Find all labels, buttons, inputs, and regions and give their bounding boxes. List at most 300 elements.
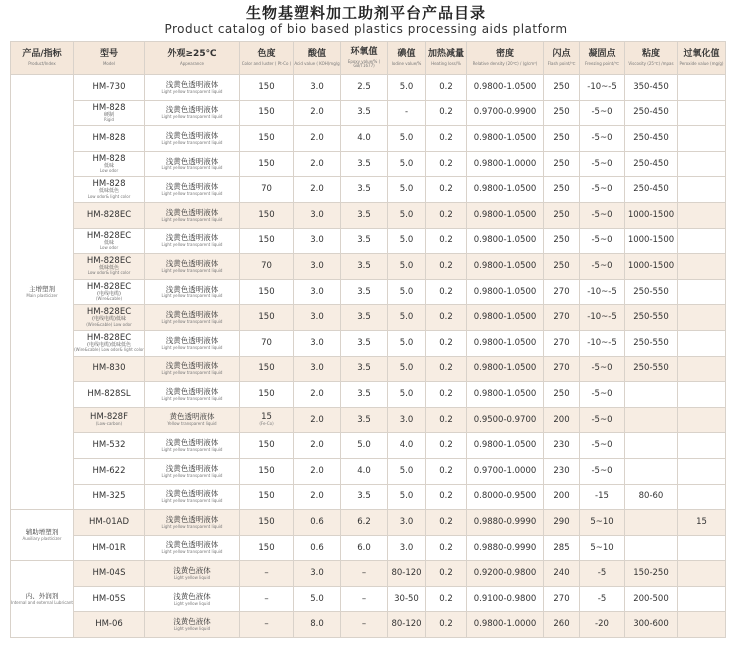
appearance-cn: 浅黄色透明液体: [165, 207, 219, 217]
model-cell: [74, 254, 145, 280]
iodine-value-cell: 80-120: [388, 561, 426, 587]
acid-value-cell: 2.0: [294, 407, 341, 433]
table-row: [11, 75, 726, 101]
appearance-cn: 浅黄色液体: [173, 566, 211, 576]
appearance-cn: 黄色透明液体: [169, 412, 215, 422]
viscosity-cell: 250-550: [625, 356, 678, 382]
heating-loss-cell: 0.2: [426, 100, 467, 126]
appearance-en: Light yellow transparent liquid: [161, 293, 223, 299]
table-row: [11, 202, 726, 228]
appearance-cell: [145, 535, 240, 561]
appearance-cn: 浅黄色透明液体: [165, 540, 219, 550]
model-cell: [74, 382, 145, 408]
freezing-point-cell: -5~0: [580, 151, 625, 177]
iodine-value-cell: 5.0: [388, 151, 426, 177]
color-cell: [240, 612, 294, 638]
table-row: [11, 484, 726, 510]
flash-point-cell: 230: [544, 433, 580, 459]
color-cell: [240, 330, 294, 356]
viscosity-cell: 150-250: [625, 561, 678, 587]
column-header-cn: 外观≥25℃: [167, 49, 217, 60]
appearance-cell: [145, 202, 240, 228]
viscosity-cell: 250-550: [625, 305, 678, 331]
table-row: [11, 561, 726, 587]
iodine-value-cell: 3.0: [388, 535, 426, 561]
category-cell: [11, 510, 74, 561]
appearance-cn: 浅黄色透明液体: [165, 105, 219, 115]
flash-point-cell: 270: [544, 305, 580, 331]
acid-value-cell: 3.0: [294, 75, 341, 101]
model-cell: [74, 612, 145, 638]
appearance-cell: [145, 382, 240, 408]
epoxy-value-cell: 6.0: [341, 535, 388, 561]
color-cell: [240, 279, 294, 305]
appearance-cell: [145, 407, 240, 433]
model-cell: [74, 202, 145, 228]
category-cn: 主增塑剂: [29, 285, 55, 294]
density-cell: 0.9700-0.9900: [467, 100, 544, 126]
column-header-en: Color and luster ( Pt-Co ): [241, 60, 292, 66]
table-row: [11, 433, 726, 459]
appearance-cell: [145, 305, 240, 331]
freezing-point-cell: -5~0: [580, 228, 625, 254]
category-en: Auxiliary plasticizer: [22, 536, 62, 541]
table-row: [11, 228, 726, 254]
appearance-en: Light yellow transparent liquid: [161, 549, 223, 555]
acid-value-cell: 2.0: [294, 458, 341, 484]
appearance-cell: [145, 151, 240, 177]
model-name: HM-828SL: [87, 388, 131, 399]
column-header-cn: 环氧值: [350, 47, 378, 58]
model-sub: 低味: [103, 162, 114, 169]
iodine-value-cell: 4.0: [388, 433, 426, 459]
appearance-cell: [145, 177, 240, 203]
epoxy-value-cell: 3.5: [341, 254, 388, 280]
freezing-point-cell: -5~0: [580, 254, 625, 280]
table-body: [11, 75, 726, 638]
column-header-en: Product/Index: [28, 60, 56, 66]
epoxy-value-cell: –: [341, 561, 388, 587]
iodine-value-cell: 5.0: [388, 484, 426, 510]
model-cell: [74, 279, 145, 305]
model-en: Low odor& light color: [87, 270, 131, 276]
flash-point-cell: 250: [544, 100, 580, 126]
page-title: 生物基塑料加工助剂平台产品目录: [245, 4, 486, 22]
category-cell: [11, 75, 74, 510]
appearance-cn: 浅黄色透明液体: [165, 386, 219, 396]
epoxy-value-cell: 3.5: [341, 228, 388, 254]
model-sub: (电线电缆)低味低色: [87, 341, 131, 348]
model-name: HM-828EC: [86, 281, 132, 292]
model-cell: [74, 458, 145, 484]
appearance-cell: [145, 228, 240, 254]
appearance-en: Light yellow transparent liquid: [161, 446, 223, 452]
flash-point-cell: 250: [544, 382, 580, 408]
acid-value-cell: 2.0: [294, 126, 341, 152]
viscosity-cell: 250-450: [625, 100, 678, 126]
flash-point-cell: 260: [544, 612, 580, 638]
heating-loss-cell: 0.2: [426, 254, 467, 280]
appearance-cell: [145, 586, 240, 612]
appearance-cell: [145, 433, 240, 459]
peroxide-value-cell: [678, 561, 726, 587]
acid-value-cell: 3.0: [294, 254, 341, 280]
heating-loss-cell: 0.2: [426, 535, 467, 561]
column-header: [678, 42, 726, 75]
freezing-point-cell: -10~-5: [580, 330, 625, 356]
table-row: [11, 279, 726, 305]
freezing-point-cell: -5~0: [580, 126, 625, 152]
peroxide-value-cell: [678, 305, 726, 331]
color-value: 150: [258, 542, 275, 553]
flash-point-cell: 250: [544, 228, 580, 254]
model-name: HM-828EC: [86, 230, 132, 241]
density-cell: 0.9800-1.0500: [467, 382, 544, 408]
color-value: 150: [258, 209, 275, 220]
iodine-value-cell: 30-50: [388, 586, 426, 612]
peroxide-value-cell: [678, 330, 726, 356]
column-header: [240, 42, 294, 75]
appearance-en: Yellow transparent liquid: [167, 421, 217, 427]
density-cell: 0.9800-1.0000: [467, 151, 544, 177]
peroxide-value-cell: [678, 151, 726, 177]
epoxy-value-cell: 2.5: [341, 75, 388, 101]
column-header-en: Appearance: [179, 60, 205, 66]
product-table: [10, 41, 726, 638]
color-cell: [240, 100, 294, 126]
color-cell: [240, 561, 294, 587]
peroxide-value-cell: [678, 254, 726, 280]
category-cn: 辅助增塑剂: [25, 528, 59, 537]
heating-loss-cell: 0.2: [426, 433, 467, 459]
model-sub: 低味: [103, 239, 114, 246]
appearance-cell: [145, 279, 240, 305]
freezing-point-cell: -5~0: [580, 177, 625, 203]
peroxide-value-cell: [678, 586, 726, 612]
column-header: [11, 42, 74, 75]
heating-loss-cell: 0.2: [426, 75, 467, 101]
viscosity-cell: [625, 535, 678, 561]
model-name: HM-830: [92, 363, 126, 374]
color-cell: [240, 228, 294, 254]
heating-loss-cell: 0.2: [426, 177, 467, 203]
peroxide-value-cell: [678, 382, 726, 408]
model-sub: 低味低色: [98, 265, 119, 272]
appearance-en: Light yellow transparent liquid: [161, 523, 223, 529]
color-value: 150: [258, 107, 275, 118]
acid-value-cell: 2.0: [294, 151, 341, 177]
table-row: [11, 586, 726, 612]
appearance-cell: [145, 330, 240, 356]
column-header-en: Relative density (20℃) / (g/cm³): [472, 60, 538, 66]
acid-value-cell: 2.0: [294, 177, 341, 203]
model-name: HM-325: [92, 491, 126, 502]
density-cell: 0.9800-1.0500: [467, 433, 544, 459]
table-row: [11, 100, 726, 126]
freezing-point-cell: 5~10: [580, 535, 625, 561]
appearance-en: Light yellow liquid: [173, 574, 211, 580]
acid-value-cell: 3.0: [294, 561, 341, 587]
model-name: HM-828F: [90, 412, 128, 423]
flash-point-cell: 285: [544, 535, 580, 561]
density-cell: 0.9800-1.0000: [467, 612, 544, 638]
appearance-cn: 浅黄色透明液体: [165, 284, 219, 294]
model-name: HM-828: [92, 102, 126, 113]
iodine-value-cell: 5.0: [388, 254, 426, 280]
appearance-cn: 浅黄色透明液体: [165, 489, 219, 499]
model-cell: [74, 330, 145, 356]
appearance-en: Light yellow transparent liquid: [161, 242, 223, 248]
column-header-cn: 碘值: [397, 49, 416, 60]
model-cell: [74, 484, 145, 510]
color-value: 70: [261, 184, 272, 195]
appearance-cell: [145, 356, 240, 382]
column-header: [294, 42, 341, 75]
model-sub: 硬制: [103, 111, 114, 118]
color-value: 70: [261, 337, 272, 348]
flash-point-cell: 200: [544, 484, 580, 510]
viscosity-cell: 1000-1500: [625, 254, 678, 280]
flash-point-cell: 240: [544, 561, 580, 587]
model-name: HM-828: [92, 133, 126, 144]
category-cell: [11, 561, 74, 638]
freezing-point-cell: -5~0: [580, 433, 625, 459]
model-name: HM-01R: [92, 542, 126, 553]
color-cell: [240, 382, 294, 408]
viscosity-cell: 350-450: [625, 75, 678, 101]
viscosity-cell: 1000-1500: [625, 202, 678, 228]
model-name: HM-828EC: [86, 256, 132, 267]
appearance-en: Light yellow transparent liquid: [161, 216, 223, 222]
model-name: HM-730: [92, 81, 126, 92]
model-cell: [74, 561, 145, 587]
appearance-cn: 浅黄色透明液体: [165, 514, 219, 524]
color-value: 150: [258, 465, 275, 476]
model-en: Low odor& light color: [87, 193, 131, 199]
appearance-en: Light yellow transparent liquid: [161, 88, 223, 94]
iodine-value-cell: 5.0: [388, 458, 426, 484]
peroxide-value-cell: [678, 407, 726, 433]
column-header-en: Iodine value/%: [391, 60, 422, 66]
appearance-cn: 浅黄色透明液体: [165, 182, 219, 192]
viscosity-cell: [625, 458, 678, 484]
epoxy-value-cell: 3.5: [341, 151, 388, 177]
flash-point-cell: 250: [544, 75, 580, 101]
model-en: Rigid: [103, 116, 115, 122]
appearance-en: Light yellow transparent liquid: [161, 114, 223, 120]
epoxy-value-cell: 3.5: [341, 305, 388, 331]
density-cell: 0.9100-0.9800: [467, 586, 544, 612]
viscosity-cell: 1000-1500: [625, 228, 678, 254]
appearance-en: Light yellow transparent liquid: [161, 165, 223, 171]
color-cell: [240, 151, 294, 177]
flash-point-cell: 270: [544, 356, 580, 382]
appearance-cell: [145, 612, 240, 638]
column-header-cn: 型号: [99, 49, 118, 60]
model-cell: [74, 75, 145, 101]
heating-loss-cell: 0.2: [426, 151, 467, 177]
iodine-value-cell: 5.0: [388, 356, 426, 382]
acid-value-cell: 2.0: [294, 382, 341, 408]
table-row: [11, 458, 726, 484]
acid-value-cell: 5.0: [294, 586, 341, 612]
viscosity-cell: 250-450: [625, 177, 678, 203]
freezing-point-cell: -10~-5: [580, 279, 625, 305]
table-row: [11, 612, 726, 638]
category-en: Main plasticizer: [26, 292, 58, 298]
epoxy-value-cell: 3.5: [341, 100, 388, 126]
heating-loss-cell: 0.2: [426, 612, 467, 638]
model-cell: [74, 305, 145, 331]
appearance-cn: 浅黄色液体: [173, 591, 211, 601]
freezing-point-cell: -5~0: [580, 458, 625, 484]
model-name: HM-828EC: [86, 209, 132, 220]
column-header-cn: 酸值: [307, 49, 326, 60]
color-value: 150: [258, 388, 275, 399]
appearance-cn: 浅黄色透明液体: [165, 361, 219, 371]
heating-loss-cell: 0.2: [426, 510, 467, 536]
peroxide-value-cell: [678, 126, 726, 152]
color-unit: (Fe-Co): [259, 421, 274, 427]
epoxy-value-cell: 3.5: [341, 330, 388, 356]
viscosity-cell: 200-500: [625, 586, 678, 612]
epoxy-value-cell: 6.2: [341, 510, 388, 536]
iodine-value-cell: 5.0: [388, 228, 426, 254]
model-cell: [74, 228, 145, 254]
appearance-cell: [145, 484, 240, 510]
iodine-value-cell: 5.0: [388, 305, 426, 331]
epoxy-value-cell: 3.5: [341, 202, 388, 228]
appearance-en: Light yellow transparent liquid: [161, 498, 223, 504]
color-cell: [240, 126, 294, 152]
iodine-value-cell: 5.0: [388, 202, 426, 228]
viscosity-cell: 300-600: [625, 612, 678, 638]
heating-loss-cell: 0.2: [426, 228, 467, 254]
color-cell: [240, 586, 294, 612]
acid-value-cell: 3.0: [294, 330, 341, 356]
model-sub: (电线电缆): [97, 290, 121, 297]
appearance-cell: [145, 458, 240, 484]
model-cell: [74, 586, 145, 612]
model-sub: 低味低色: [98, 188, 119, 195]
viscosity-cell: [625, 510, 678, 536]
density-cell: 0.9800-1.0500: [467, 356, 544, 382]
table-row: [11, 126, 726, 152]
column-header-cn: 密度: [495, 49, 514, 60]
appearance-cn: 浅黄色透明液体: [165, 438, 219, 448]
density-cell: 0.9800-1.0500: [467, 126, 544, 152]
color-cell: [240, 458, 294, 484]
table-row: [11, 535, 726, 561]
model-sub: (电线电缆)低味: [92, 316, 126, 323]
column-header: [341, 42, 388, 75]
appearance-cn: 浅黄色透明液体: [165, 258, 219, 268]
table-row: [11, 330, 726, 356]
color-value: 150: [258, 312, 275, 323]
column-header-cn: 过氧化值: [683, 49, 720, 60]
freezing-point-cell: -5: [580, 586, 625, 612]
appearance-cell: [145, 510, 240, 536]
freezing-point-cell: -20: [580, 612, 625, 638]
appearance-en: Light yellow transparent liquid: [161, 395, 223, 401]
color-value: –: [264, 619, 269, 630]
flash-point-cell: 250: [544, 177, 580, 203]
freezing-point-cell: -5~0: [580, 382, 625, 408]
density-cell: 0.9800-1.0500: [467, 202, 544, 228]
iodine-value-cell: 5.0: [388, 126, 426, 152]
flash-point-cell: 270: [544, 586, 580, 612]
appearance-cell: [145, 75, 240, 101]
appearance-en: Light yellow transparent liquid: [161, 139, 223, 145]
color-cell: [240, 407, 294, 433]
peroxide-value-cell: [678, 100, 726, 126]
appearance-cell: [145, 254, 240, 280]
column-header-en: Peroxide value (mg/g): [679, 60, 724, 66]
peroxide-value-cell: [678, 484, 726, 510]
model-en: Low odor: [99, 244, 119, 250]
model-name: HM-05S: [92, 593, 126, 604]
model-cell: [74, 407, 145, 433]
color-cell: [240, 202, 294, 228]
color-value: 150: [258, 133, 275, 144]
density-cell: 0.9800-1.0500: [467, 330, 544, 356]
acid-value-cell: 2.0: [294, 100, 341, 126]
color-cell: [240, 75, 294, 101]
acid-value-cell: 0.6: [294, 535, 341, 561]
color-value: 150: [258, 286, 275, 297]
acid-value-cell: 2.0: [294, 433, 341, 459]
acid-value-cell: 3.0: [294, 202, 341, 228]
density-cell: 0.9800-1.0500: [467, 228, 544, 254]
color-value: 150: [258, 158, 275, 169]
viscosity-cell: 80-60: [625, 484, 678, 510]
column-header-en: Epoxy value/% ( GB/T1677): [347, 58, 381, 68]
heating-loss-cell: 0.2: [426, 458, 467, 484]
density-cell: 0.9800-1.0500: [467, 254, 544, 280]
column-header-en: Acid value ( KOH)mg/g: [294, 60, 340, 66]
flash-point-cell: 230: [544, 458, 580, 484]
iodine-value-cell: -: [388, 100, 426, 126]
model-name: HM-828: [92, 153, 126, 164]
viscosity-cell: [625, 382, 678, 408]
model-name: HM-828EC: [86, 333, 132, 344]
epoxy-value-cell: 4.0: [341, 126, 388, 152]
epoxy-value-cell: 3.5: [341, 407, 388, 433]
heating-loss-cell: 0.2: [426, 586, 467, 612]
freezing-point-cell: -5~0: [580, 202, 625, 228]
table-row: [11, 151, 726, 177]
model-en: (Wire&cable) Low odor& light color: [74, 347, 144, 353]
model-name: HM-622: [92, 465, 126, 476]
model-name: HM-532: [92, 440, 126, 451]
appearance-cell: [145, 126, 240, 152]
iodine-value-cell: 80-120: [388, 612, 426, 638]
color-value: 15: [261, 412, 272, 423]
table-row: [11, 177, 726, 203]
epoxy-value-cell: 3.5: [341, 484, 388, 510]
density-cell: 0.9800-1.0500: [467, 177, 544, 203]
appearance-en: Light yellow transparent liquid: [161, 344, 223, 350]
density-cell: 0.9500-0.9700: [467, 407, 544, 433]
appearance-en: Light yellow liquid: [173, 600, 211, 606]
viscosity-cell: 250-450: [625, 126, 678, 152]
freezing-point-cell: -5~0: [580, 407, 625, 433]
flash-point-cell: 270: [544, 279, 580, 305]
column-header-en: Heating loss/%: [431, 60, 461, 66]
page-subtitle: Product catalog of bio based plastics processing aids platform: [164, 22, 568, 36]
color-cell: [240, 484, 294, 510]
column-header: [145, 42, 240, 75]
